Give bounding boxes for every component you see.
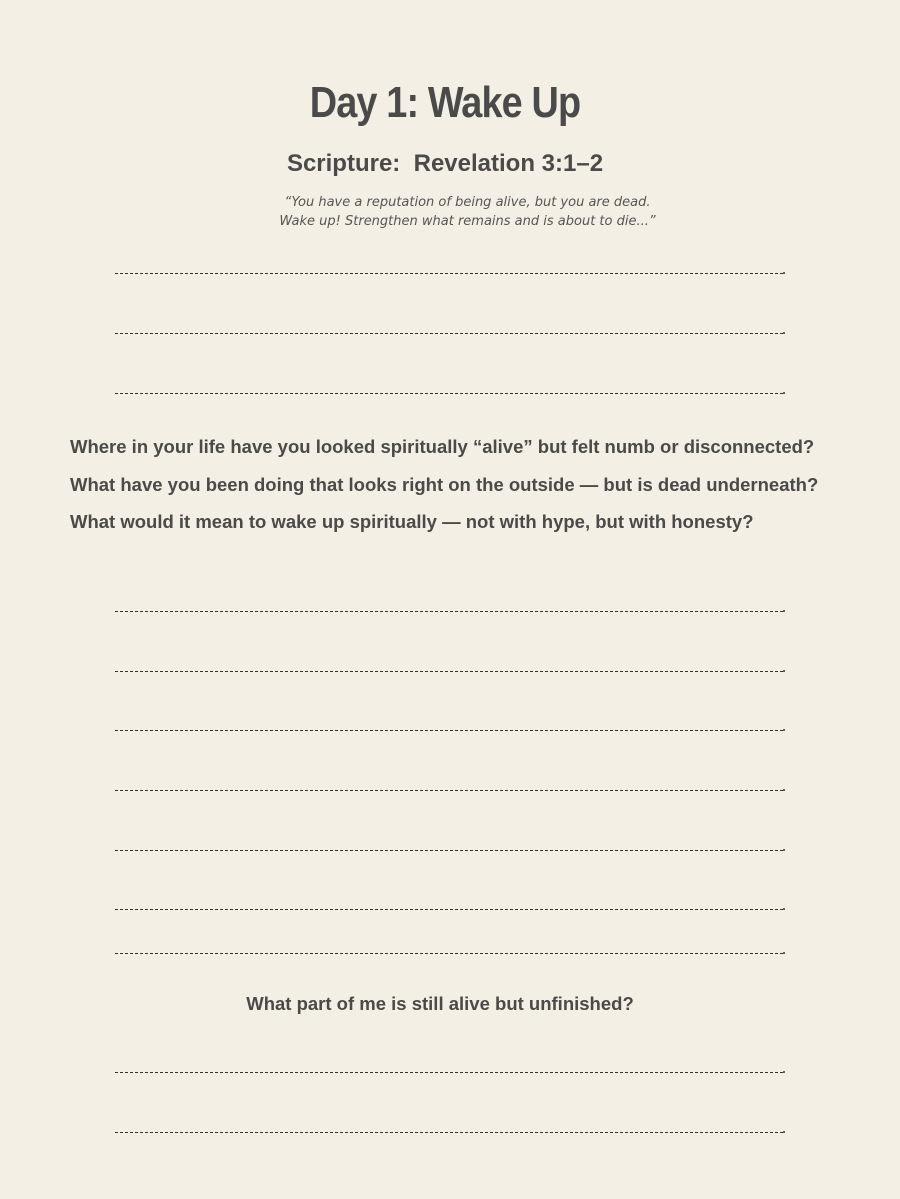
reflection-question: Where in your life have you looked spiritually “alive” but felt numb or disconnected? [70,436,815,457]
writing-line [115,1072,783,1073]
writing-line [115,1132,783,1133]
quote-line: “You have a reputation of being alive, but you are dead. [284,195,651,210]
writing-line [115,671,783,672]
quote-line: Wake up! Strengthen what remains and is about to die...” [279,214,656,229]
writing-line [115,909,783,910]
reflection-question: What would it mean to wake up spiritually — not with hype, but with honesty? [70,511,754,532]
writing-line [115,953,783,954]
reflection-question: What have you been doing that looks right on the outside — but is dead underneath? [70,474,819,495]
scripture-reference: Scripture: Revelation 3:1–2 [286,150,604,177]
writing-line [115,730,783,731]
closing-prompt: What part of me is still alive but unfinished? [246,993,634,1014]
writing-line [115,611,783,612]
writing-line [115,333,783,334]
writing-line [115,273,783,274]
writing-line [115,790,783,791]
writing-line [115,393,783,394]
page-title: Day 1: Wake Up [309,78,581,127]
writing-line [115,850,783,851]
